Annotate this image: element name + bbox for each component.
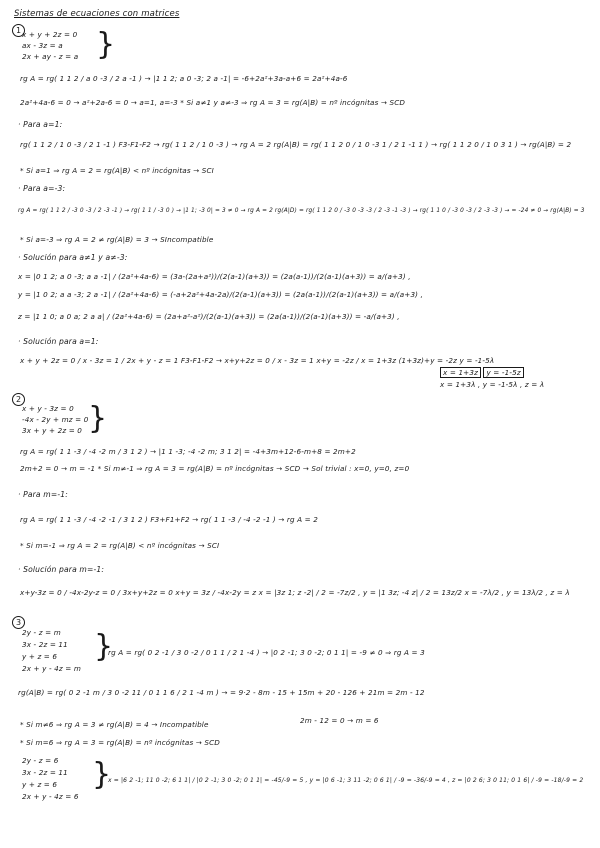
cramer-y: y = |1 0 2; a a -3; 2 a -1| / (2a²+4a-6) = (-a+2a²+4a-2a)/(2(a-1)(a+3)) = (2a(a-1))/(2(a-1)(a+3)) = a/(a+3) , [18, 290, 424, 299]
system-eq-2: 3x - 2z = 11 [22, 768, 68, 777]
boxed-result-x: x = 1+3z [440, 367, 481, 378]
case-conclusion: * Si a=-3 ⇒ rg A = 2 ≠ rg(A|B) = 3 → SIncompatible [20, 235, 214, 244]
rank-computation: rg( 1 1 2 / 1 0 -3 / 2 1 -1 ) F3-F1-F2 → rg( 1 1 2 / 1 0 -3 ) → rg A = 2 rg(A|B) = rg( 1 1 2 0 / 1 0 -3 1 / 2 1 -1 1 ) → rg( 1 1 2 0 / 1 0 3 1 ) → rg(A|B) = 2 [20, 140, 572, 149]
rank-computation: rg A = rg( 1 1 -3 / -4 -2 m / 3 1 2 ) → |1 1 -3; -4 -2 m; 3 1 2| = -4+3m+12-6-m+8 = 2m+2 [20, 447, 356, 456]
augmented-rank: rg(A|B) = rg( 0 2 -1 m / 3 0 -2 11 / 0 1 1 6 / 2 1 -4 m ) → = 9·2 - 8m - 15 + 15m + 20 - 126 + 21m = 2m - 12 [18, 688, 425, 697]
system-eq-3: 3x + y + 2z = 0 [22, 426, 83, 435]
boxed-result-y: y = -1-5z [483, 367, 523, 378]
rank-computation: rg A = rg( 1 1 2 / -3 0 -3 / 2 -3 -1 ) → rg( 1 1 / -3 0 ) → |1 1; -3 0| = 3 ≠ 0 → rg A = 2 rg(A|D) = rg( 1 1 2 0 / -3 0 -3 -3 / 2 -3 -1 -3 ) → rg( 1 1 0 / -3 0 -3 / 2 -3 -3 ) → = -24 ≠ 0 → rg(A|B) = 3 [18, 208, 585, 214]
determinant-equation: 2m+2 = 0 → m = -1 * Si m≠-1 ⇒ rg A = 3 = rg(A|B) = nº incógnitas → SCD → Sol trivial : x=0, y=0, z=0 [20, 464, 410, 473]
system-eq-1: 2y - z = m [22, 628, 61, 637]
system-eq-1: x + y + 2z = 0 [22, 30, 78, 39]
system-eq-3: y + z = 6 [22, 780, 58, 789]
case-heading: · Para a=-3: [18, 184, 66, 193]
problem-number: 3 [12, 616, 25, 629]
system-brace: } [88, 401, 108, 436]
determinant-equation: 2m - 12 = 0 → m = 6 [300, 716, 379, 725]
case-heading: · Para a=1: [18, 120, 63, 129]
boxed-result-row [440, 368, 524, 377]
cramer-solution: x = |6 2 -1; 11 0 -2; 6 1 1| / |0 2 -1; 3 0 -2; 0 1 1| = -45/-9 = 5 , y = |0 6 -1; 3 11 -2; 0 6 1| / -9 = -36/-9 = 4 , z = |0 2 6; 3 0 11; 0 1 6| / -9 = -18/-9 = 2 [108, 777, 584, 784]
system-eq-4: 2x + y - 4z = 6 [22, 792, 79, 801]
case-conclusion: * Si a=1 ⇒ rg A = 2 = rg(A|B) < nº incógnitas → SCI [20, 166, 214, 175]
rank-computation: rg A = rg( 1 1 -3 / -4 -2 -1 / 3 1 2 ) F3+F1+F2 → rg( 1 1 -3 / -4 -2 -1 ) → rg A = 2 [20, 515, 318, 524]
system-eq-1: x + y - 3z = 0 [22, 404, 74, 413]
cramer-x: x = |0 1 2; a 0 -3; a a -1| / (2a²+4a-6) = (3a-(2a+a²))/(2(a-1)(a+3)) = (2a(a-1))/(2(a-1)(a+3)) = a/(a+3) , [18, 272, 411, 281]
system-brace: } [96, 27, 116, 62]
rank-computation: rg A = rg( 0 2 -1 / 3 0 -2 / 0 1 1 / 2 1 -4 ) → |0 2 -1; 3 0 -2; 0 1 1| = -9 ≠ 0 ⇒ rg A = 3 [108, 648, 425, 657]
system-eq-2: ax - 3z = a [22, 41, 63, 50]
page-title: Sistemas de ecuaciones con matrices [14, 9, 180, 19]
rank-computation: rg A = rg( 1 1 2 / a 0 -3 / 2 a -1 ) → |1 1 2; a 0 -3; 2 a -1| = -6+2a²+3a-a+6 = 2a²+4a-6 [20, 74, 348, 83]
case-heading: · Solución para m=-1: [18, 565, 105, 574]
cramer-z: z = |1 1 0; a 0 a; 2 a a| / (2a²+4a-6) = (2a+a²-a²)/(2(a-1)(a+3)) = (2a(a-1))/(2(a-1)(a+3)) = -a/(a+3) , [18, 312, 400, 321]
solution-steps: x + y + 2z = 0 / x - 3z = 1 / 2x + y - z = 1 F3-F1-F2 → x+y+2z = 0 / x - 3z = 1 x+y = -2z / x = 1+3z (1+3z)+y = -2z y = -1-5λ [20, 356, 495, 365]
system-eq-2: -4x - 2y + mz = 0 [22, 415, 89, 424]
system-eq-4: 2x + y - 4z = m [22, 664, 82, 673]
case-conclusion: * Si m=-1 ⇒ rg A = 2 = rg(A|B) < nº incógnitas → SCI [20, 541, 220, 550]
case-conclusion: * Si m=6 ⇒ rg A = 3 = rg(A|B) = nº incógnitas → SCD [20, 738, 220, 747]
system-eq-3: 2x + ay - z = a [22, 52, 79, 61]
problem-number: 1 [12, 24, 25, 37]
system-eq-1: 2y - z = 6 [22, 756, 59, 765]
case-heading: · Solución para a≠1 y a≠-3: [18, 253, 128, 262]
parametric-solution: x = 1+3λ , y = -1-5λ , z = λ [440, 380, 545, 389]
problem-number: 2 [12, 393, 25, 406]
determinant-equation: 2a²+4a-6 = 0 → a²+2a-6 = 0 → a=1, a=-3 * Si a≠1 y a≠-3 ⇒ rg A = 3 = rg(A|B) = nº incógnitas → SCD [20, 98, 406, 107]
case-heading: · Para m=-1: [18, 490, 68, 499]
system-brace: } [92, 757, 112, 792]
case-heading: · Solución para a=1: [18, 337, 99, 346]
system-brace: } [94, 629, 114, 664]
solution-steps: x+y-3z = 0 / -4x-2y-z = 0 / 3x+y+2z = 0 x+y = 3z / -4x-2y = z x = |3z 1; z -2| / 2 = -7z/2 , y = |1 3z; -4 z| / 2 = 13z/2 x = -7λ/2 , y = 13λ/2 , z = λ [20, 588, 570, 597]
system-eq-2: 3x - 2z = 11 [22, 640, 68, 649]
case-conclusion: * Si m≠6 ⇒ rg A = 3 ≠ rg(A|B) = 4 → Incompatible [20, 720, 209, 729]
system-eq-3: y + z = 6 [22, 652, 58, 661]
